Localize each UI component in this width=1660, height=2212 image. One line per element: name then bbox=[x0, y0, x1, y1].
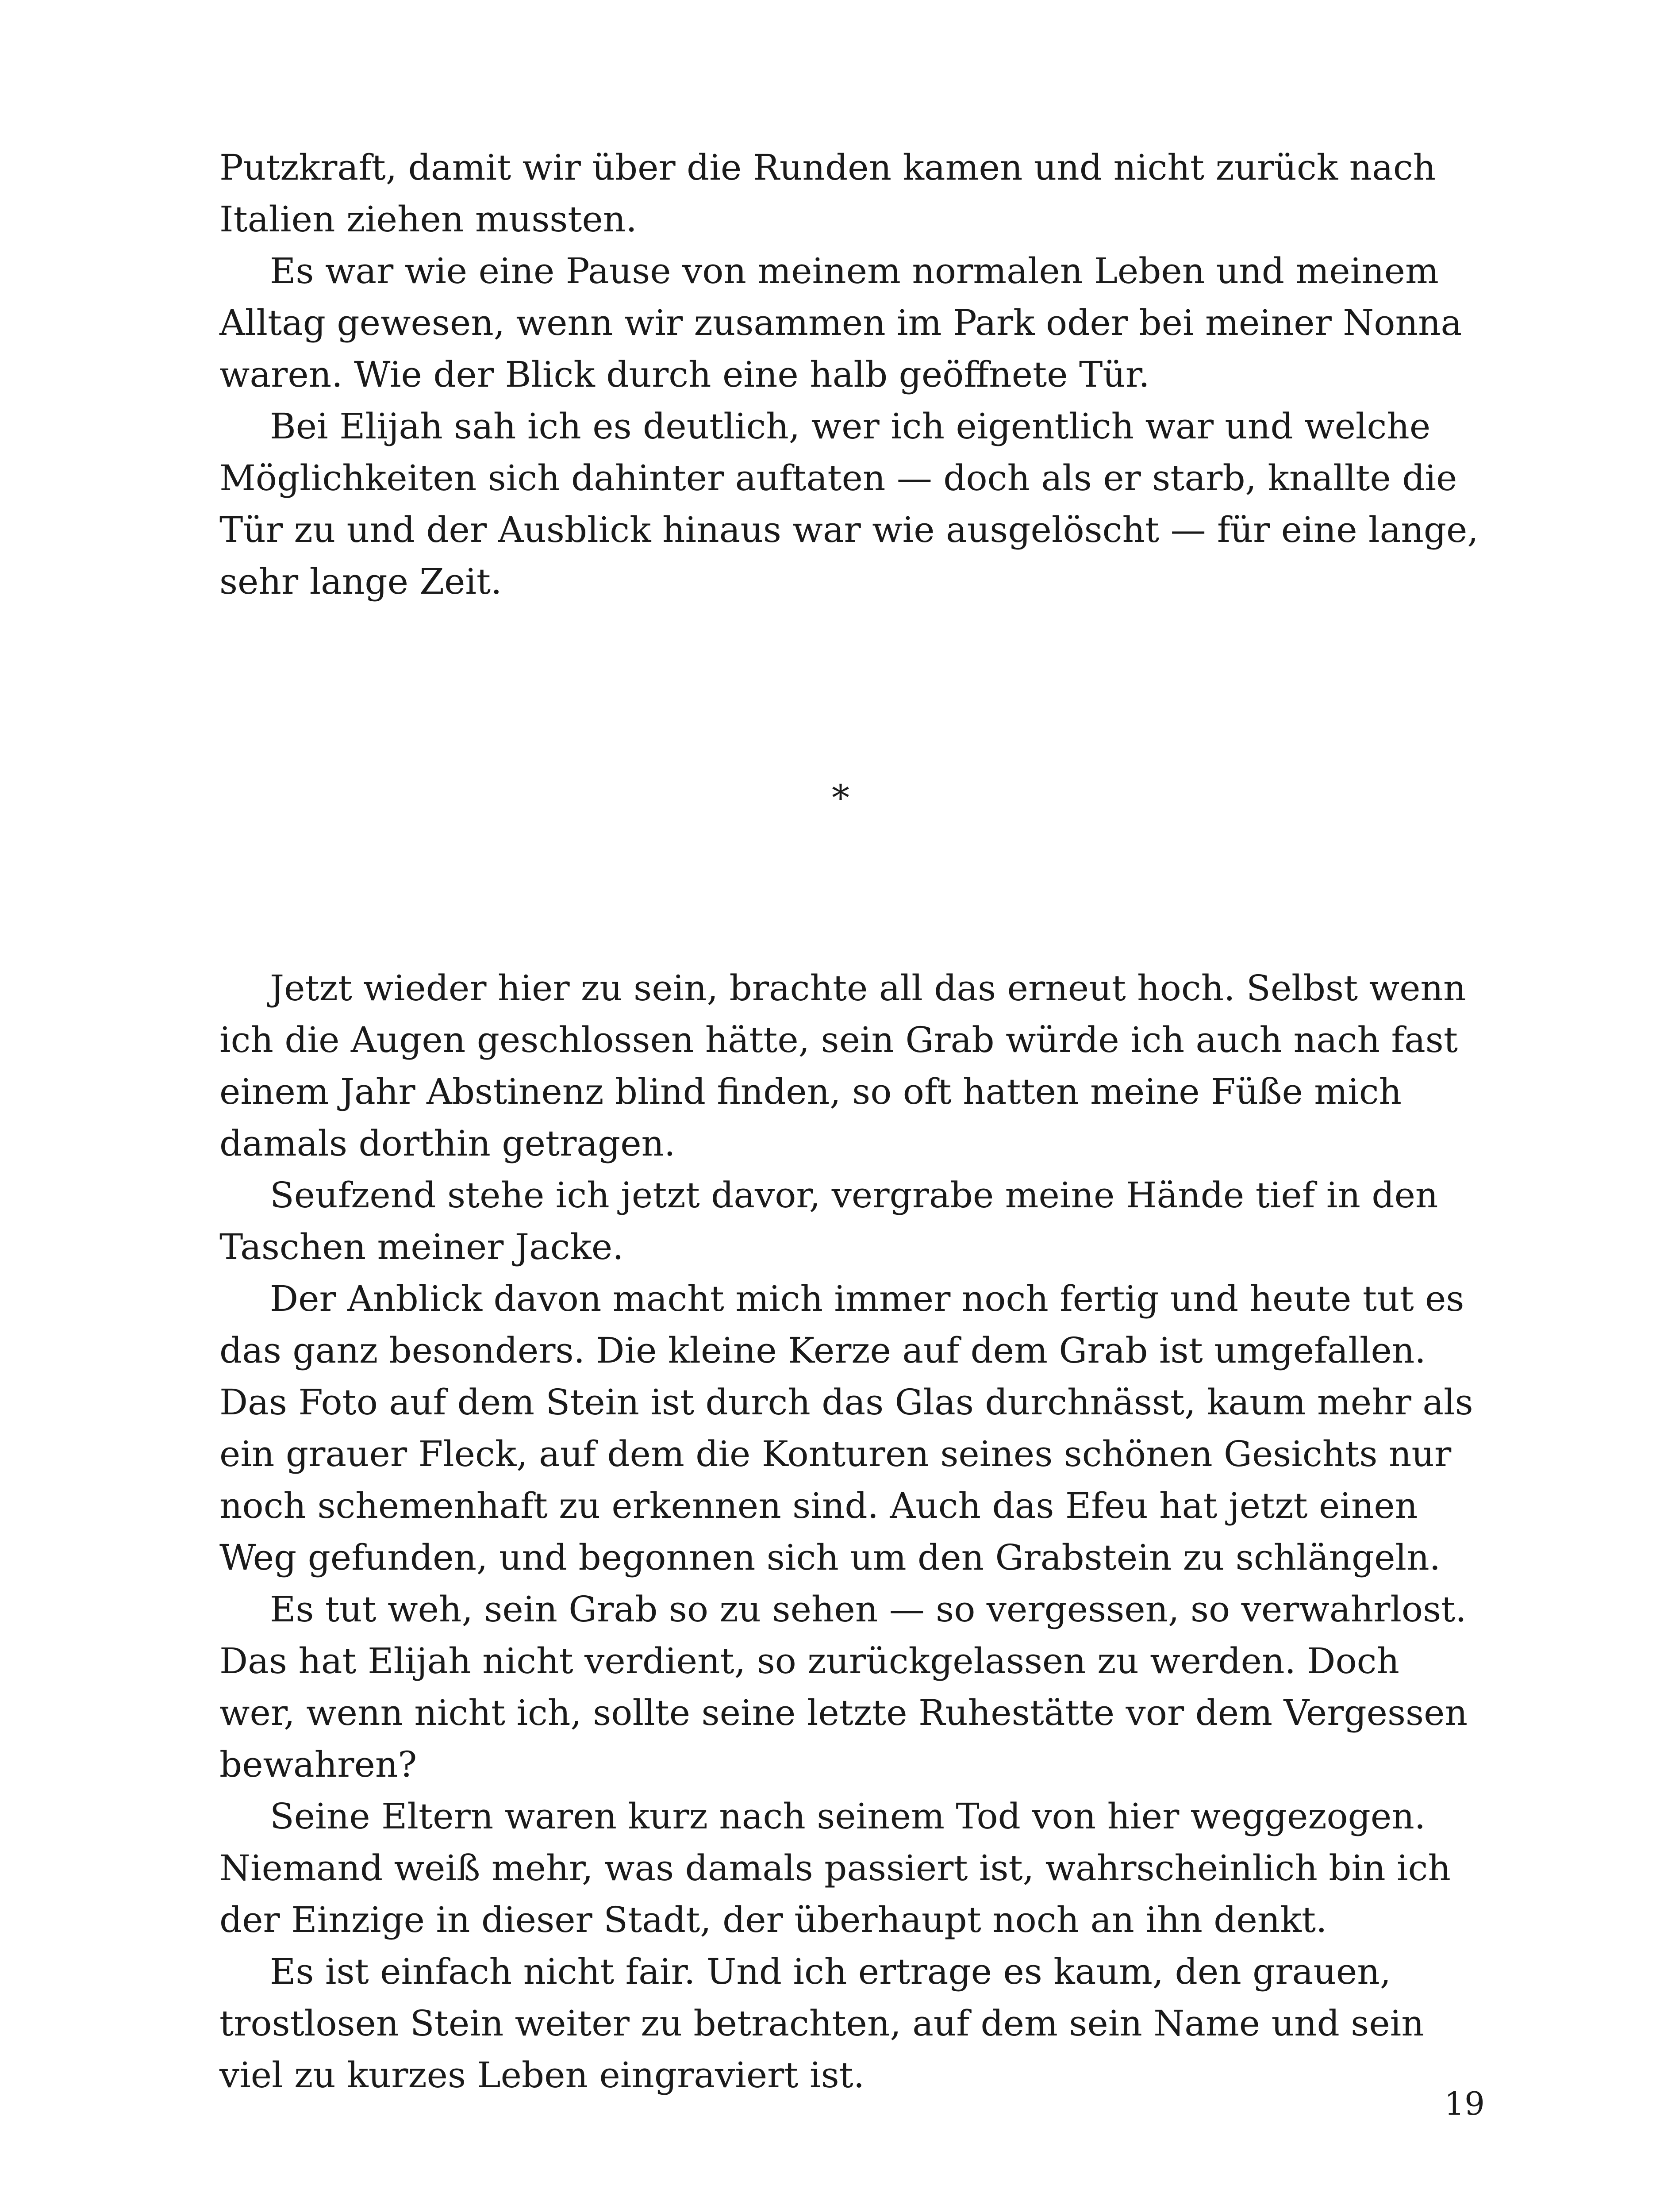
paragraph: Seine Eltern waren kurz nach seinem Tod von hier weggezogen. Niemand weiß mehr, was damals passiert ist, wahrscheinlich bin ich der Einzige in dieser Stadt, der überhaupt noch an ihn denkt. bbox=[219, 1796, 1451, 1940]
paragraph: Seufzend stehe ich jetzt davor, vergrabe meine Hände tief in den Taschen meiner Jacke. bbox=[219, 1175, 1438, 1267]
scene-break-asterisk: * bbox=[832, 777, 849, 818]
paragraph: Putzkraft, damit wir über die Runden kamen und nicht zurück nach Italien ziehen mussten. bbox=[219, 147, 1436, 240]
paragraph: Es war wie eine Pause von meinem normalen Leben und meinem Alltag gewesen, wenn wir zusammen im Park oder bei meiner Nonna waren. Wie der Blick durch eine halb geöffnete Tür. bbox=[219, 250, 1462, 395]
text-section-one bbox=[219, 142, 1485, 607]
paragraph: Es tut weh, sein Grab so zu sehen — so vergessen, so verwahrlost. Das hat Elijah nicht verdient, so zurückgelassen zu werden. Doch wer, wenn nicht ich, sollte seine letzte Ruhestätte vor dem Vergessen bewahren? bbox=[219, 1589, 1468, 1785]
text-section-two bbox=[219, 962, 1485, 2101]
paragraph: Jetzt wieder hier zu sein, brachte all das erneut hoch. Selbst wenn ich die Augen geschlossen hätte, sein Grab würde ich auch nach fast einem Jahr Abstinenz blind finden, so oft hatten meine Füße mich damals dorthin getragen. bbox=[219, 968, 1466, 1164]
paragraph: Es ist einfach nicht fair. Und ich ertrage es kaum, den grauen, trostlosen Stein weiter zu betrachten, auf dem sein Name und sein viel zu kurzes Leben eingraviert ist. bbox=[219, 1951, 1424, 2096]
paragraph: Der Anblick davon macht mich immer noch fertig und heute tut es das ganz besonders. Die kleine Kerze auf dem Grab ist umgefallen. Das Foto auf dem Stein ist durch das Glas durchnässt, kaum mehr als ein grauer Fleck, auf dem die Konturen seines schönen Gesichts nur noch schemenhaft zu erkennen sind. Auch das Efeu hat jetzt einen Weg gefunden, und begonnen sich um den Grabstein zu schlängeln. bbox=[219, 1278, 1473, 1578]
page-number: 19 bbox=[1444, 2085, 1485, 2122]
paragraph: Bei Elijah sah ich es deutlich, wer ich eigentlich war und welche Möglichkeiten sich dahinter auftaten — doch als er starb, knallte die Tür zu und der Ausblick hinaus war wie ausgelöscht — für eine lange, sehr lange Zeit. bbox=[219, 406, 1479, 602]
